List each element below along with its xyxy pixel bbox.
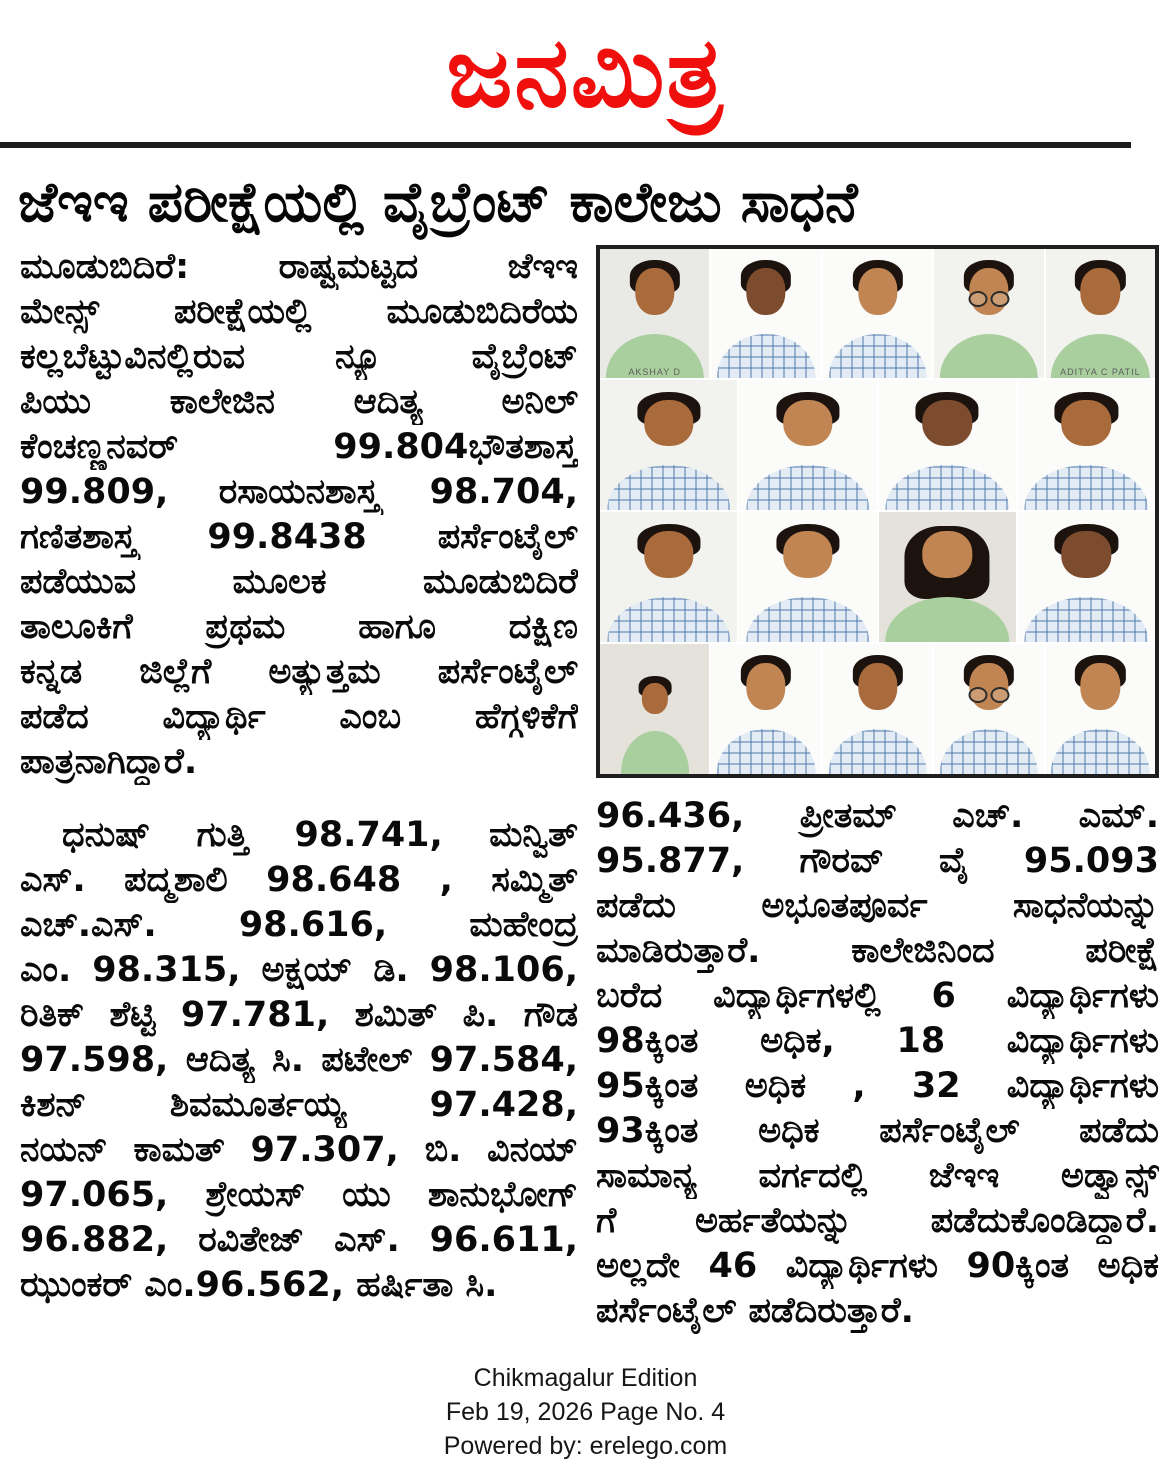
page-footer [0,1361,1171,1463]
article-line: ಎಚ್.ಎಸ್. 98.616, ಮಹೇಂದ್ರ [20,904,578,945]
article-line: ಬರೆದ ವಿದ್ಯಾರ್ಥಿಗಳಲ್ಲಿ 6 ವಿದ್ಯಾರ್ಥಿಗಳು [596,975,1159,1016]
student-photo-collage [596,245,1159,778]
portrait-face [642,683,668,714]
photo-caption: ADITYA C PATIL [1060,367,1141,378]
student-photo [934,249,1043,379]
student-photo [600,512,737,642]
article-line: ಧನುಷ್ ಗುತ್ತಿ 98.741, ಮನ್ವಿತ್ [62,814,578,855]
article-line: ಕೆಂಚಣ್ಣನವರ್ 99.804ಭೌತಶಾಸ್ತ್ರ [20,426,578,467]
article-line: ತಾಲೂಕಿಗೆ ಪ್ರಥಮ ಹಾಗೂ ದಕ್ಷಿಣ [20,606,578,647]
photo-row-4 [600,644,1155,774]
portrait-check-uniform [1025,465,1149,510]
article-line: ಮೂಡುಬಿದಿರೆ: ರಾಷ್ಟ್ರಮಟ್ಟದ ಜೆಇಇ [20,246,578,287]
student-photo [823,644,932,774]
article-line: ನಯನ್ ಕಾಮತ್ 97.307, ಬಿ. ವಿನಯ್ [20,1129,578,1170]
article-line: ಗಣಿತಶಾಸ್ತ್ರ 99.8438 ಪರ್ಸೆಂಟೈಲ್ [20,516,578,557]
student-photo [934,644,1043,774]
glasses-icon [968,687,1009,703]
article-line: 93ಕ್ಕಿಂತ ಅಧಿಕ ಪರ್ಸೆಂಟೈಲ್ ಪಡೆದು [596,1110,1159,1151]
article-line: 96.882, ರವಿತೇಜ್ ಎಸ್. 96.611, [20,1219,578,1260]
photo-row-2 [600,380,1155,510]
student-photo [711,644,820,774]
article-line: ಕಿಶನ್ ಶಿವಮೂರ್ತಯ್ಯ 97.428, [20,1084,578,1125]
article-line: ಎಂ. 98.315, ಅಕ್ಷಯ್ ಡಿ. 98.106, [20,949,578,990]
article-line: 98ಕ್ಕಿಂತ ಅಧಿಕ, 18 ವಿದ್ಯಾರ್ಥಿಗಳು [596,1020,1159,1061]
photo-row-1 [600,249,1155,379]
student-photo [600,249,709,379]
article-line: ಪಡೆದ ವಿದ್ಯಾರ್ಥಿ ಎಂಬ ಹೆಗ್ಗಳಿಕೆಗೆ [20,696,578,737]
article-line: ಪಡೆದು ಅಭೂತಪೂರ್ವ ಸಾಧನೆಯನ್ನು [596,885,1159,926]
article-line: ಕಲ್ಲಬೆಟ್ಟುವಿನಲ್ಲಿರುವ ನ್ಯೂ ವೈಬ್ರೆಂಟ್ [20,336,578,377]
photo-row-3 [600,512,1155,642]
article-line: ಗೆ ಅರ್ಹತೆಯನ್ನು ಪಡೆದುಕೊಂಡಿದ್ದಾರೆ. [596,1200,1159,1241]
student-photo [711,249,820,379]
portrait-check-uniform [1025,597,1149,642]
article-line: ಪರ್ಸೆಂಟೈಲ್ ಪಡೆದಿರುತ್ತಾರೆ. [596,1290,914,1331]
portrait-face [1062,531,1111,578]
portrait-face [783,531,832,578]
student-photo [823,249,932,379]
portrait-face [1062,400,1111,447]
portrait-green-uniform [940,334,1038,379]
article-line: ಪಾತ್ರನಾಗಿದ್ದಾರೆ. [20,741,198,782]
paragraph-3 [596,794,1159,1334]
portrait-check-uniform [746,465,870,510]
student-photo [879,512,1016,642]
article-headline: ಜೆಇಇ ಪರೀಕ್ಷೆಯಲ್ಲಿ ವೈಬ್ರೆಂಟ್ ಕಾಲೇಜು ಸಾಧನೆ [18,170,858,234]
article-line: ಅಲ್ಲದೇ 46 ವಿದ್ಯಾರ್ಥಿಗಳು 90ಕ್ಕಿಂತ ಅಧಿಕ [596,1245,1159,1286]
student-photo [879,380,1016,510]
portrait-check-uniform [607,597,731,642]
article-line: ಮೇನ್ಸ್ ಪರೀಕ್ಷೆಯಲ್ಲಿ ಮೂಡುಬಿದಿರೆಯ [20,291,578,332]
article-line: ಝುಂಕರ್ ಎಂ.96.562, ಹರ್ಷಿತಾ ಸಿ. [20,1264,498,1305]
portrait-check-uniform [1051,729,1149,774]
student-photo [1018,512,1155,642]
article-line: ರಿತಿಕ್ ಶೆಟ್ಟಿ 97.781, ಶಮಿತ್ ಪಿ. ಗೌಡ [20,994,578,1035]
portrait-green-uniform [885,597,1009,642]
edition-label: Chikmagalur Edition [473,1364,698,1392]
article-line: 95.877, ಗೌರವ್ ವೈ 95.093 [596,840,1159,881]
powered-by-label: Powered by: erelego.com [443,1432,728,1460]
student-photo [739,512,876,642]
article-line: ಪಿಯು ಕಾಲೇಜಿನ ಆದಿತ್ಯ ಅನಿಲ್ [20,381,578,422]
portrait-face [922,531,971,578]
paragraph-1 [20,245,578,785]
date-page-label: Feb 19, 2026 Page No. 4 [445,1398,726,1426]
left-column [20,243,578,1336]
portrait-face [858,268,897,315]
masthead [0,0,1171,142]
portrait-check-uniform [940,729,1038,774]
article-line: ಕನ್ನಡ ಜಿಲ್ಲೆಗೆ ಅತ್ಯುತ್ತಮ ಪರ್ಸೆಂಟೈಲ್ [20,651,578,692]
portrait-green-uniform [621,731,689,773]
article-line: ಎಸ್. ಪದ್ಮಶಾಲಿ 98.648 , ಸಮ್ಮಿತ್ [20,859,578,900]
article-line: ಪಡೆಯುವ ಮೂಲಕ ಮೂಡುಬಿದಿರೆ [20,561,578,602]
article-line: 97.598, ಆದಿತ್ಯ ಸಿ. ಪಟೇಲ್ 97.584, [20,1039,578,1080]
portrait-face [644,531,693,578]
article-line: ಮಾಡಿರುತ್ತಾರೆ. ಕಾಲೇಜಿನಿಂದ ಪರೀಕ್ಷೆ [596,930,1159,971]
student-photo [600,644,709,774]
student-photo [739,380,876,510]
paragraph-2 [20,813,578,1308]
article-line: 96.436, ಪ್ರೀತಮ್ ಎಚ್. ಎಮ್. [596,795,1159,836]
portrait-face [922,400,971,447]
portrait-check-uniform [717,729,815,774]
student-photo [1018,380,1155,510]
article-line: ಸಾಮಾನ್ಯ ವರ್ಗದಲ್ಲಿ ಜೆಇಇ ಅಡ್ವಾನ್ಸ್ [596,1155,1159,1196]
portrait-check-uniform [717,334,815,379]
glasses-icon [968,291,1009,307]
portrait-face [644,400,693,447]
portrait-face [746,663,785,710]
photo-caption: AKSHAY D [628,367,682,378]
portrait-check-uniform [828,729,926,774]
portrait-check-uniform [828,334,926,379]
article-line: 95ಕ್ಕಿಂತ ಅಧಿಕ , 32 ವಿದ್ಯಾರ್ಥಿಗಳು [596,1065,1159,1106]
portrait-face [1081,663,1120,710]
portrait-face [858,663,897,710]
article-body [0,243,1171,1336]
student-photo [1046,644,1155,774]
portrait-check-uniform [746,597,870,642]
portrait-face [746,268,785,315]
right-column [596,243,1159,1334]
article-line: 99.809, ರಸಾಯನಶಾಸ್ತ್ರ 98.704, [20,471,578,512]
article-line: 97.065, ಶ್ರೇಯಸ್ ಯು ಶಾನುಭೋಗ್ [20,1174,578,1215]
portrait-face [1081,268,1120,315]
portrait-face [783,400,832,447]
student-photo [1046,249,1155,379]
student-photo [600,380,737,510]
portrait-face [635,268,674,315]
portrait-check-uniform [885,465,1009,510]
portrait-check-uniform [607,465,731,510]
newspaper-title: ಜನಮಿತ್ರ [446,16,725,130]
